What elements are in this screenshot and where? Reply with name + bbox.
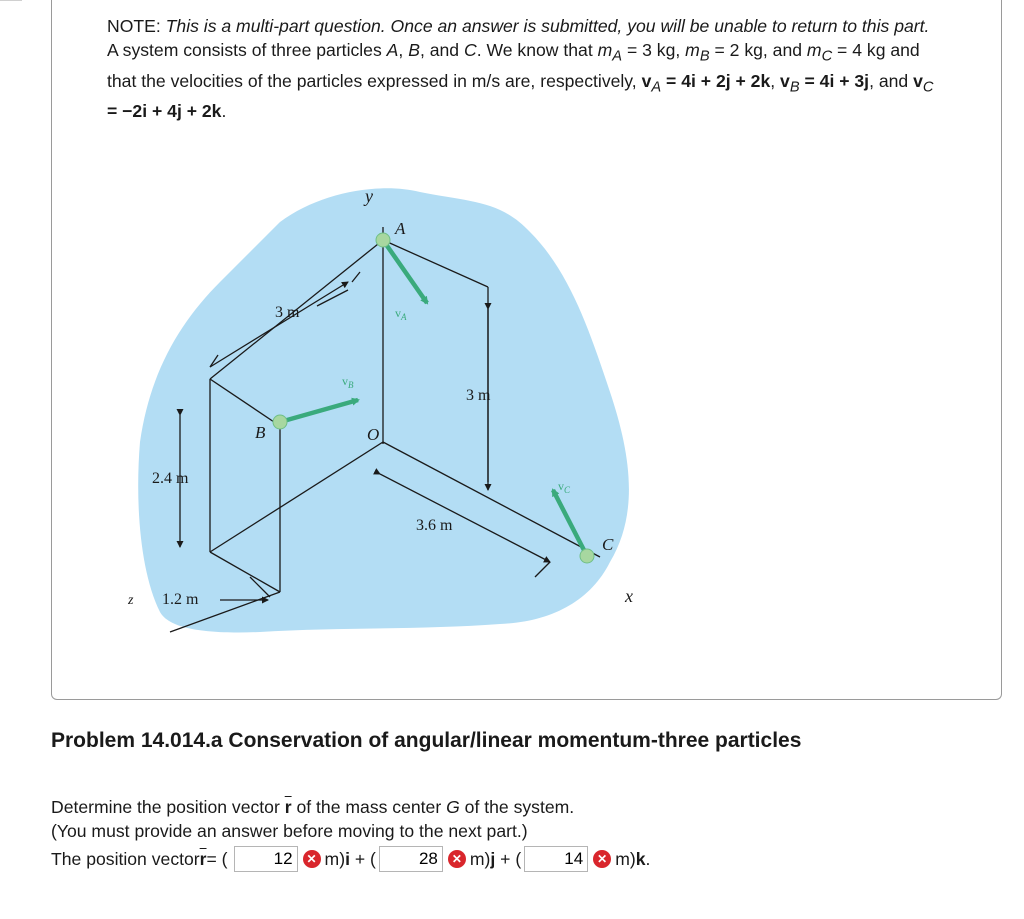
- dim-3m-right: 3 m: [466, 387, 491, 404]
- note: NOTE: This is a multi-part question. Once an answer is submitted, you will be unable to return to this part.: [107, 16, 930, 36]
- incorrect-x-icon: ✕: [303, 850, 321, 868]
- r-bar-symbol: $\overline{r}$: [199, 848, 207, 869]
- z-axis-label: z: [128, 593, 134, 608]
- y-axis-label: y: [365, 186, 373, 206]
- velocity-label-a: $v_A$: [395, 306, 407, 322]
- dim-3-6m: 3.6 m: [416, 517, 453, 534]
- particle-system-figure: [120, 172, 660, 642]
- point-c-label: C: [602, 535, 614, 554]
- point-a-label: A: [395, 219, 406, 238]
- problem-statement: [107, 14, 947, 123]
- problem-description: A system consists of three particles A, B, and C. We know that $m_A = 3$ kg, $m_B = 2$ kg, and $m_C = 4$ kg and that the velocities of the particles expressed in m/s are, respectively, $v_A = 4i + 2j + 2k$, $v_B = 4i + 3j$, and $v_C = -2i + 4j + 2k$.: [107, 40, 934, 122]
- incorrect-z-icon: ✕: [593, 850, 611, 868]
- answer-label: The position vector: [51, 848, 200, 869]
- question-line-1: Determine the position vector $\overline{r}$ of the mass center G of the system.: [51, 797, 575, 817]
- question-line-2: (You must provide an answer before moving to the next part.): [51, 821, 528, 841]
- velocity-label-c: $v_C$: [558, 479, 571, 495]
- incorrect-y-icon: ✕: [448, 850, 466, 868]
- velocity-label-b: $v_B$: [342, 374, 354, 390]
- point-b-label: B: [255, 423, 266, 442]
- top-divider: [0, 0, 22, 1]
- dim-1-2m: 1.2 m: [162, 591, 199, 608]
- point-c-marker: [580, 549, 594, 563]
- x-axis-label: x: [625, 586, 633, 606]
- problem-title: Problem 14.014.a Conservation of angular/linear momentum-three particles: [51, 729, 802, 752]
- question-text: [51, 795, 951, 843]
- point-b-marker: [273, 415, 287, 429]
- point-a-marker: [376, 233, 390, 247]
- dim-2-4m: 2.4 m: [152, 470, 189, 487]
- origin-label: O: [367, 425, 380, 444]
- dim-3m-top: 3 m: [275, 304, 300, 321]
- answer-row: The position vector $\overline{r}$ = ( 12 ✕ m) i + ( 28 ✕ m) j + ( 14 ✕ m) k .: [51, 846, 650, 872]
- answer-y-input[interactable]: [379, 846, 443, 872]
- answer-x-input[interactable]: [234, 846, 298, 872]
- answer-z-input[interactable]: [524, 846, 588, 872]
